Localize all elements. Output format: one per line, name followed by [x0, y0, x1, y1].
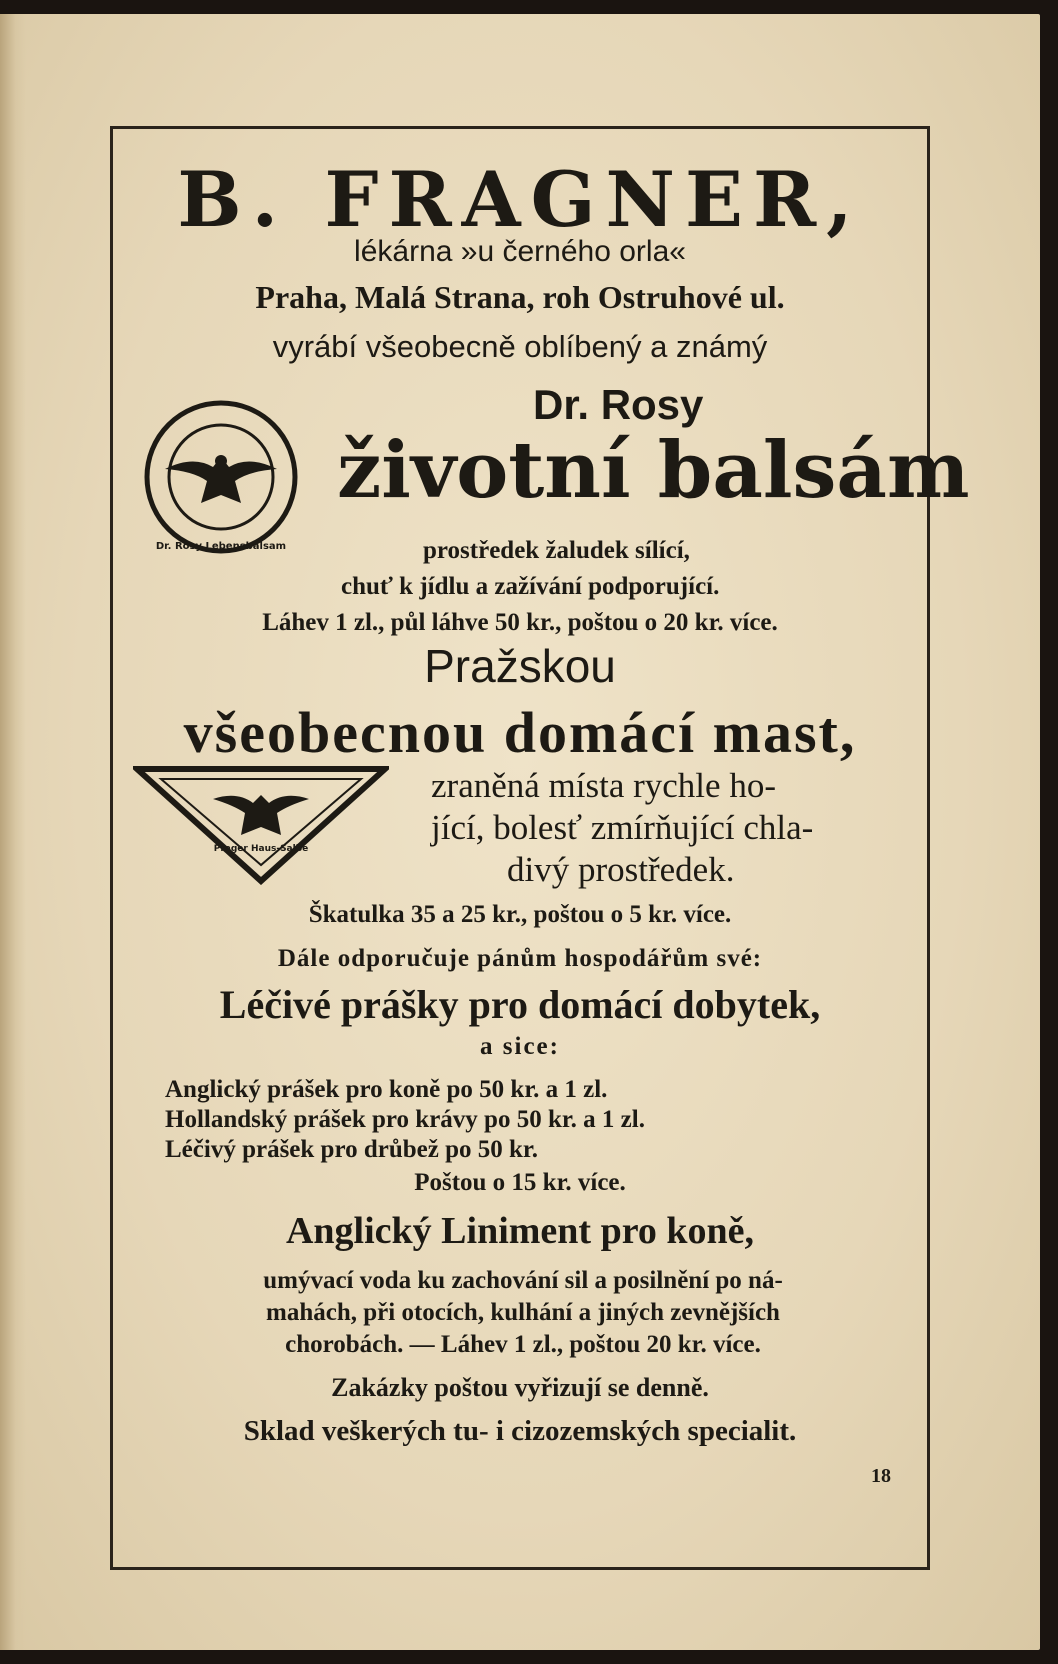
product3-name: Léčivé prášky pro domácí dobytek,	[219, 982, 821, 1027]
product3-asice: a sice:	[480, 1033, 560, 1060]
advertisement-frame	[110, 126, 970, 1570]
page-number: 18	[871, 1465, 891, 1487]
makes-line: vyrábí všeobecně oblíbený a známý	[272, 329, 768, 364]
seal-text: Dr. Rosy Lebensbalsam	[155, 541, 287, 552]
recommend-line: Dále odporučuje pánům hospodářům své:	[277, 945, 763, 972]
product4-description	[135, 1265, 911, 1361]
product4-desc-line: chorobách. — Láhev 1 zl., poštou 20 kr. více.	[285, 1331, 761, 1358]
product1-desc-2: chuť k jídlu a zažívání podporující.	[341, 573, 720, 600]
triangle-text: Prager Haus-Salbe	[213, 844, 309, 854]
product4-name: Anglický Liniment pro koně,	[285, 1210, 755, 1252]
product2-desc-line: divý prostředek.	[507, 850, 735, 889]
brand-title: B. FRAGNER,	[177, 155, 863, 244]
product2-name: všeobecnou domácí mast,	[183, 700, 857, 765]
powders-postage: Poštou o 15 kr. více.	[414, 1169, 626, 1196]
product2-prefix: Pražskou	[424, 640, 616, 692]
product4-desc-line: mahách, při otocích, kulhání a jiných zevnějších	[266, 1299, 780, 1326]
list-item: Léčivý prášek pro drůbež po 50 kr.	[165, 1136, 538, 1163]
product1-prefix: Dr. Rosy	[533, 381, 704, 428]
powders-list	[165, 1075, 645, 1165]
product2-desc-line: zraněná místa rychle ho-	[431, 766, 776, 805]
stock-line: Sklad veškerých tu- i cizozemských specialit.	[243, 1415, 797, 1447]
list-item: Hollandský prášek pro krávy po 50 kr. a 1 zl.	[165, 1106, 645, 1133]
orders-line: Zakázky poštou vyřizují se denně.	[331, 1373, 709, 1402]
product1-name: životní balsám	[337, 425, 970, 516]
product2-desc-line: jící, bolesť zmírňující chla-	[431, 808, 814, 847]
list-item: Anglický prášek pro koně po 50 kr. a 1 zl.	[165, 1076, 608, 1103]
book-spine	[0, 14, 26, 1650]
product1-price: Láhev 1 zl., půl láhve 50 kr., poštou o 20 kr. více.	[262, 609, 778, 636]
eagle-seal-icon	[143, 399, 299, 555]
product1-desc-1: prostředek žaludek sílící,	[423, 537, 690, 564]
eagle-triangle-icon	[133, 765, 389, 885]
product2-description	[431, 765, 813, 891]
product2-price: Škatulka 35 a 25 kr., poštou o 5 kr. více.	[308, 901, 732, 928]
pharmacy-name: lékárna »u černého orla«	[354, 235, 686, 268]
address: Praha, Malá Strana, roh Ostruhové ul.	[255, 279, 785, 315]
product4-desc-line: umývací voda ku zachování sil a posilnění po ná-	[263, 1267, 783, 1294]
